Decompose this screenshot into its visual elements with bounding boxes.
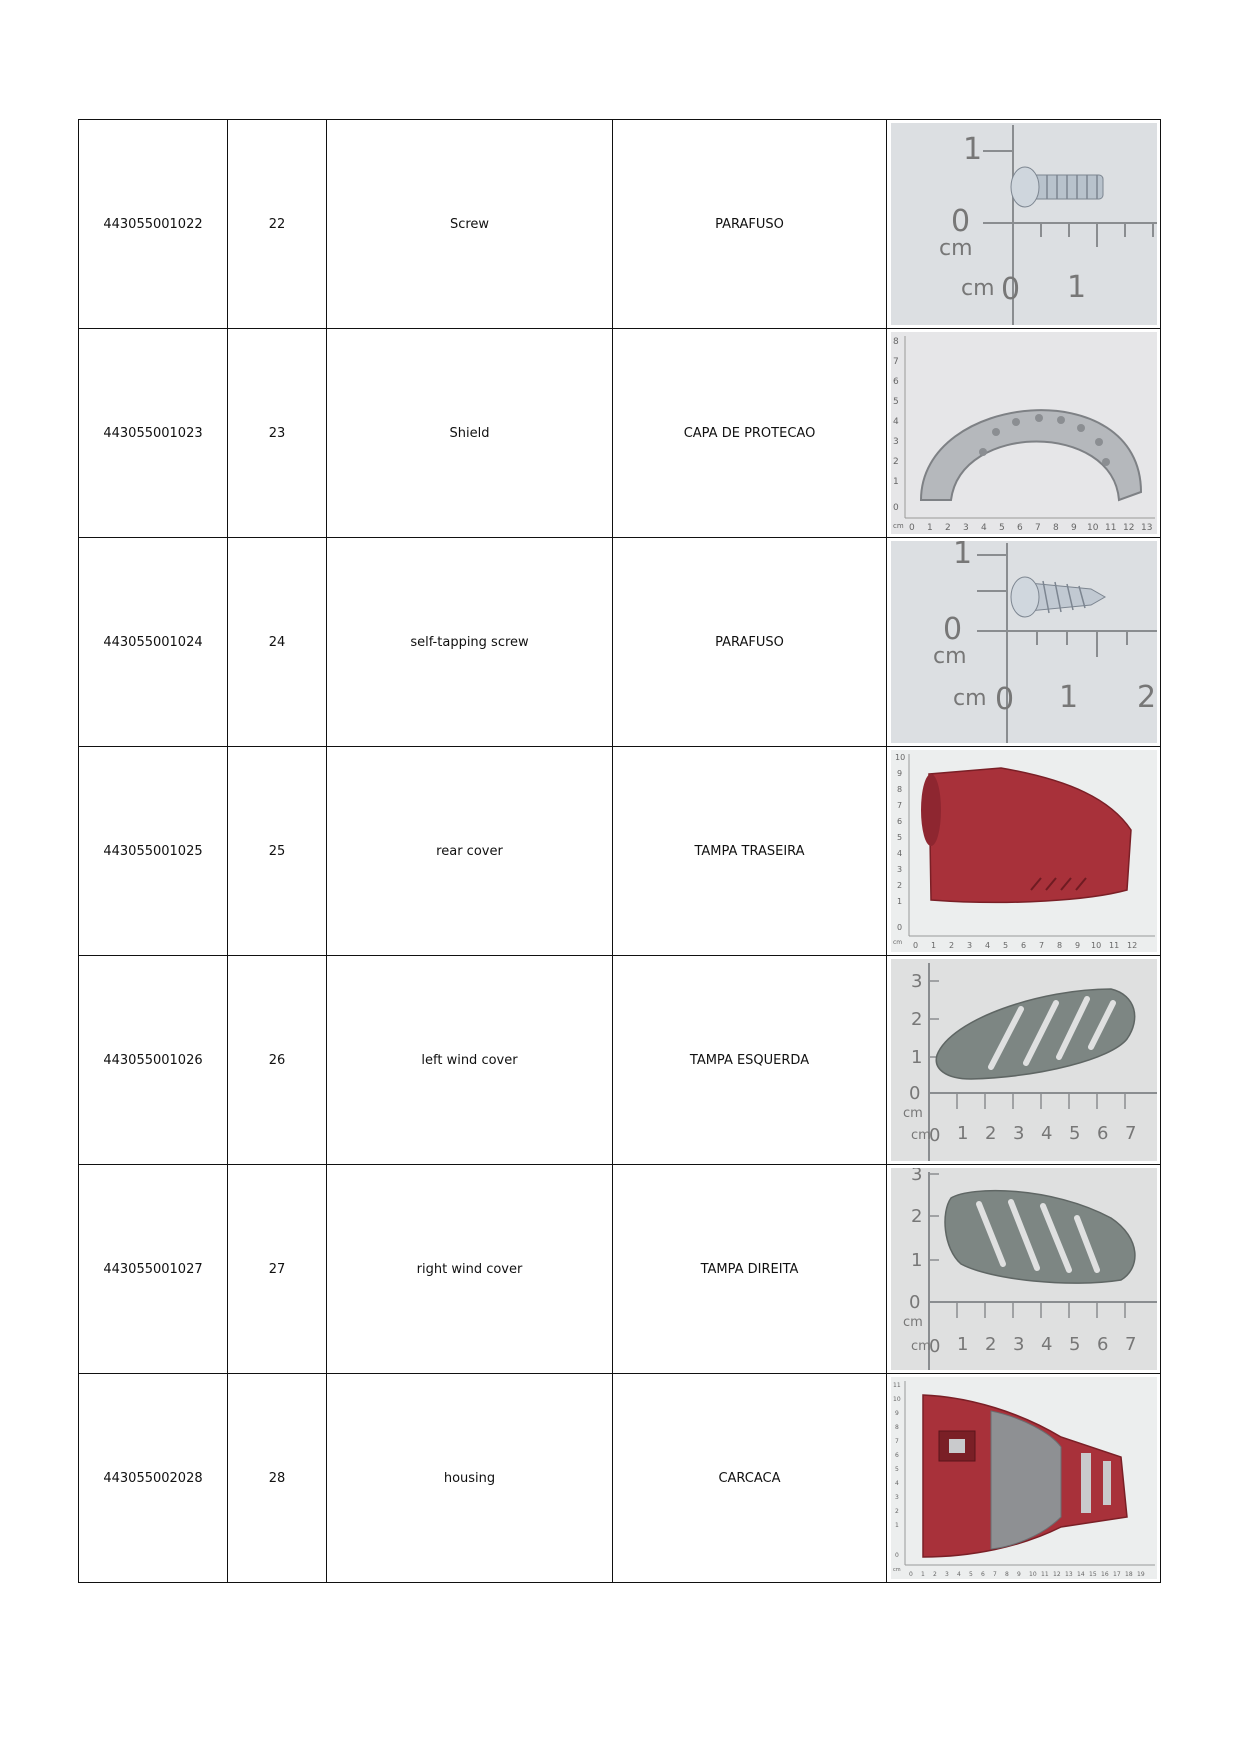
ruler-label: 3 [944, 1571, 949, 1578]
part-code: 443055001024 [79, 538, 228, 747]
ruler-label: 10 [894, 753, 905, 762]
ruler-label: 4 [980, 523, 987, 533]
ruler-label: cm [960, 276, 995, 301]
ruler-label: 8 [1004, 1571, 1009, 1578]
ruler-label: 3 [894, 1494, 899, 1501]
ruler-label: 7 [1124, 1123, 1136, 1144]
part-name-english: housing [327, 1374, 613, 1583]
ruler-label: 8 [896, 785, 902, 794]
ruler-label: 9 [894, 1410, 899, 1417]
part-name-portuguese: CARCACA [613, 1374, 887, 1583]
ruler-label: 19 [1136, 1571, 1145, 1578]
ruler-label: 3 [892, 437, 899, 447]
ruler-label: 10 [892, 1396, 901, 1403]
ruler-label: 11 [892, 1382, 901, 1389]
ruler-label: 4 [896, 849, 902, 858]
ruler-label: 3 [962, 523, 969, 533]
ruler-label: 2 [1136, 680, 1156, 715]
ruler-label: 5 [968, 1571, 973, 1578]
ruler-label: 7 [1124, 1334, 1136, 1355]
table-row [79, 747, 1161, 956]
ruler-label: 12 [1052, 1571, 1061, 1578]
part-name-portuguese: PARAFUSO [613, 120, 887, 329]
position-number: 25 [228, 747, 327, 956]
table-row [79, 538, 1161, 747]
ruler-label: 10 [1090, 941, 1101, 950]
ruler-label: 1 [956, 1123, 968, 1144]
ruler-label: 8 [1056, 941, 1062, 950]
ruler-label: 0 [908, 523, 915, 533]
part-name-english: right wind cover [327, 1165, 613, 1374]
part-name-portuguese: CAPA DE PROTECAO [613, 329, 887, 538]
position-number: 27 [228, 1165, 327, 1374]
ruler-label: 1 [894, 1522, 899, 1529]
ruler-label: 1 [930, 941, 936, 950]
ruler-label: cm [892, 1567, 901, 1573]
right-wind-cover-photo [891, 1168, 1157, 1370]
table-row [79, 1165, 1161, 1374]
rear-cover-photo [891, 750, 1157, 952]
ruler-label: 1 [896, 897, 902, 906]
part-name-english: Shield [327, 329, 613, 538]
ruler-label: 7 [1034, 523, 1041, 533]
ruler-label: 8 [892, 337, 899, 347]
ruler-label: 0 [908, 1571, 913, 1578]
ruler-label: 0 [912, 941, 918, 950]
ruler-label: 3 [966, 941, 972, 950]
ruler-label: 2 [910, 1009, 922, 1030]
ruler-label: 6 [1020, 941, 1026, 950]
screw-photo [891, 123, 1157, 325]
ruler-label: 7 [1038, 941, 1044, 950]
ruler-label: 11 [1104, 523, 1116, 533]
ruler-label: 5 [1002, 941, 1008, 950]
ruler-label: 6 [1096, 1123, 1108, 1144]
ruler-label: 0 [928, 1336, 940, 1357]
ruler-label: 8 [1052, 523, 1059, 533]
ruler-label: 6 [1016, 523, 1023, 533]
ruler-label: 2 [944, 523, 951, 533]
ruler-label: 7 [896, 801, 902, 810]
part-code: 443055001025 [79, 747, 228, 956]
ruler-label: 11 [1040, 1571, 1049, 1578]
photo-cell [887, 538, 1161, 747]
photo-cell [887, 747, 1161, 956]
ruler-label: 17 [1112, 1571, 1121, 1578]
ruler-label: 9 [1070, 523, 1077, 533]
housing-photo [891, 1377, 1157, 1579]
position-number: 28 [228, 1374, 327, 1583]
ruler-label: 6 [896, 817, 902, 826]
part-name-english: self-tapping screw [327, 538, 613, 747]
part-code: 443055001022 [79, 120, 228, 329]
ruler-label: 15 [1088, 1571, 1097, 1578]
ruler-label: 6 [980, 1571, 985, 1578]
ruler-label: 4 [1040, 1123, 1052, 1144]
table-row [79, 120, 1161, 329]
table-row [79, 329, 1161, 538]
position-number: 26 [228, 956, 327, 1165]
ruler-label: 8 [894, 1424, 899, 1431]
ruler-label: 0 [942, 612, 962, 647]
part-code: 443055001026 [79, 956, 228, 1165]
ruler-label: 3 [910, 1168, 922, 1185]
part-name-english: Screw [327, 120, 613, 329]
ruler-label: 1 [952, 541, 972, 571]
photo-cell [887, 1374, 1161, 1583]
ruler-label: 0 [908, 1083, 920, 1104]
part-name-english: left wind cover [327, 956, 613, 1165]
ruler-label: 0 [1000, 272, 1020, 307]
ruler-label: 5 [1068, 1123, 1080, 1144]
ruler-label: 0 [894, 1552, 899, 1559]
position-number: 24 [228, 538, 327, 747]
ruler-label: 3 [896, 865, 902, 874]
part-name-portuguese: PARAFUSO [613, 538, 887, 747]
ruler-label: 6 [894, 1452, 899, 1459]
part-name-portuguese: TAMPA DIREITA [613, 1165, 887, 1374]
ruler-label: cm [910, 1128, 931, 1143]
ruler-label: cm [902, 1315, 923, 1330]
part-name-english: rear cover [327, 747, 613, 956]
ruler-label: 5 [998, 523, 1005, 533]
ruler-label: 4 [1040, 1334, 1052, 1355]
ruler-label: 12 [1122, 523, 1134, 533]
ruler-label: 3 [910, 971, 922, 992]
ruler-label: 7 [894, 1438, 899, 1445]
ruler-label: 14 [1076, 1571, 1085, 1578]
ruler-label: 1 [926, 523, 933, 533]
position-number: 22 [228, 120, 327, 329]
part-name-portuguese: TAMPA ESQUERDA [613, 956, 887, 1165]
ruler-label: 18 [1124, 1571, 1133, 1578]
ruler-label: 16 [1100, 1571, 1109, 1578]
photo-cell [887, 120, 1161, 329]
ruler-label: 0 [892, 503, 899, 513]
ruler-label: cm [938, 236, 973, 261]
ruler-label: 0 [950, 204, 970, 239]
ruler-label: 4 [892, 417, 899, 427]
ruler-label: 1 [962, 132, 982, 167]
ruler-label: 2 [932, 1571, 937, 1578]
ruler-label: 3 [1012, 1123, 1024, 1144]
ruler-label: 9 [896, 769, 902, 778]
part-code: 443055001023 [79, 329, 228, 538]
ruler-label: cm [952, 686, 987, 711]
ruler-label: 4 [984, 941, 990, 950]
ruler-label: 1 [910, 1047, 922, 1068]
ruler-label: 9 [1016, 1571, 1021, 1578]
part-code: 443055002028 [79, 1374, 228, 1583]
ruler-label: 13 [1140, 523, 1152, 533]
ruler-label: 2 [892, 457, 899, 467]
ruler-label: 6 [892, 377, 899, 387]
photo-cell [887, 1165, 1161, 1374]
ruler-label: 2 [984, 1123, 996, 1144]
ruler-label: 10 [1086, 523, 1098, 533]
ruler-label: 10 [1028, 1571, 1037, 1578]
ruler-label: 4 [894, 1480, 899, 1487]
table-row [79, 956, 1161, 1165]
ruler-label: 2 [984, 1334, 996, 1355]
photo-cell [887, 329, 1161, 538]
ruler-label: 4 [956, 1571, 961, 1578]
part-code: 443055001027 [79, 1165, 228, 1374]
ruler-label: 1 [910, 1250, 922, 1271]
ruler-label: cm [902, 1106, 923, 1121]
self-tapping-screw-photo [891, 541, 1157, 743]
ruler-label: cm [910, 1339, 931, 1354]
ruler-label: cm [932, 644, 967, 669]
parts-table [78, 119, 1161, 1583]
ruler-label: 1 [892, 477, 899, 487]
ruler-label: 5 [1068, 1334, 1080, 1355]
ruler-label: 7 [992, 1571, 997, 1578]
ruler-label: 0 [928, 1125, 940, 1146]
ruler-label: 11 [1108, 941, 1119, 950]
ruler-label: 6 [1096, 1334, 1108, 1355]
ruler-label: 13 [1064, 1571, 1073, 1578]
position-number: 23 [228, 329, 327, 538]
ruler-label: 0 [896, 923, 902, 932]
ruler-label: 2 [948, 941, 954, 950]
ruler-label: 1 [1058, 680, 1078, 715]
ruler-label: cm [892, 939, 902, 946]
shield-photo [891, 332, 1157, 534]
ruler-label: 5 [892, 397, 899, 407]
photo-cell [887, 956, 1161, 1165]
ruler-label: 2 [894, 1508, 899, 1515]
ruler-label: 5 [894, 1466, 899, 1473]
left-wind-cover-photo [891, 959, 1157, 1161]
ruler-label: 9 [1074, 941, 1080, 950]
ruler-label: 0 [908, 1292, 920, 1313]
ruler-label: 1 [1066, 270, 1086, 305]
part-name-portuguese: TAMPA TRASEIRA [613, 747, 887, 956]
ruler-label: 1 [956, 1334, 968, 1355]
ruler-label: 5 [896, 833, 902, 842]
table-row [79, 1374, 1161, 1583]
ruler-label: 1 [920, 1571, 925, 1578]
ruler-label: 2 [910, 1206, 922, 1227]
ruler-label: 3 [1012, 1334, 1024, 1355]
ruler-label: 0 [994, 682, 1014, 717]
ruler-label: 7 [892, 357, 899, 367]
ruler-label: 2 [896, 881, 902, 890]
ruler-label: 12 [1126, 941, 1137, 950]
ruler-label: cm [892, 522, 904, 530]
